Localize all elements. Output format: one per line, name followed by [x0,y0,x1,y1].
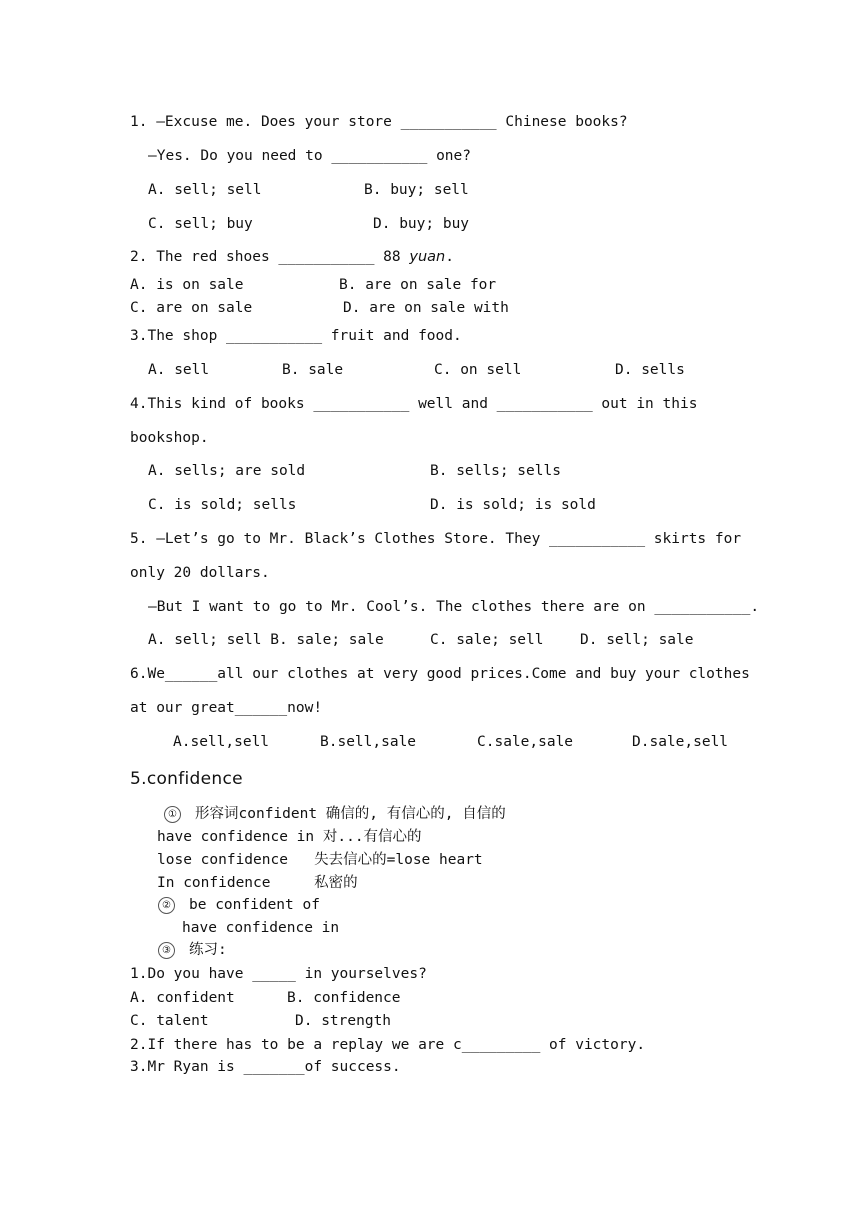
q1-option-d: D. buy; buy [373,216,470,232]
q4-option-b: B. sells; sells [430,463,561,479]
q4-option-a: A. sells; are sold [148,463,306,479]
q5-stem: 5. —Let’s go to Mr. Black’s Clothes Store. They ___________ skirts for [130,531,742,547]
q2-stem-text: 2. The red shoes ___________ 88 [130,249,410,265]
point-1-phrase-a: have confidence in 对...有信心的 [157,829,422,845]
practice-q2: 2.If there has to be a replay we are c_________ of victory. [130,1037,646,1053]
point-2 [158,896,320,914]
q6-option-c: C.sale,sale [477,734,574,750]
q5-option-ab: A. sell; sell B. sale; sale [148,632,384,648]
point-1-phrase-c: In confidence 私密的 [157,875,358,891]
section-heading: 5.confidence [130,769,243,789]
q6-option-d: D.sale,sell [632,734,729,750]
q5-option-d: D. sell; sale [580,632,694,648]
q4-option-d: D. is sold; is sold [430,497,596,513]
point-1 [164,805,506,823]
q6-option-b: B.sell,sale [320,734,417,750]
q2-stem-italic: yuan [409,249,446,265]
q2-stem-end: . [445,249,454,265]
point-1-phrase-b: lose confidence 失去信心的=lose heart [157,852,483,868]
q2-option-a: A. is on sale [130,277,244,293]
q2-option-c: C. are on sale [130,300,253,316]
q1-option-c: C. sell; buy [148,216,253,232]
q4-stem: 4.This kind of books ___________ well and ___________ out in this [130,396,698,412]
point-3 [158,941,227,959]
q6-stem: 6.We______all our clothes at very good prices.Come and buy your clothes [130,666,750,682]
q5-option-c: C. sale; sell [430,632,544,648]
q4-option-c: C. is sold; sells [148,497,297,513]
point-2-text: be confident of [189,897,320,913]
q3-option-a: A. sell [148,362,210,378]
q2-stem [130,248,454,266]
q3-stem: 3.The shop ___________ fruit and food. [130,328,462,344]
practice-option-d: D. strength [295,1013,392,1029]
circled-number-3: ③ [158,942,175,959]
practice-option-b: B. confidence [287,990,401,1006]
q2-option-b: B. are on sale for [339,277,497,293]
point-2-phrase-a: have confidence in [182,920,340,936]
q6-stem-line2: at our great______now! [130,700,323,716]
q1-option-b: B. buy; sell [364,182,469,198]
practice-q3: 3.Mr Ryan is _______of success. [130,1059,401,1075]
q4-stem-line2: bookshop. [130,430,209,446]
q6-option-a: A.sell,sell [173,734,270,750]
q3-option-c: C. on sell [434,362,522,378]
q1-stem: 1. —Excuse me. Does your store ___________ Chinese books? [130,114,628,130]
practice-option-c: C. talent [130,1013,209,1029]
practice-q1: 1.Do you have _____ in yourselves? [130,966,427,982]
q5-stem-line2: only 20 dollars. [130,565,270,581]
q3-option-d: D. sells [615,362,685,378]
point-3-text: 练习: [189,942,227,958]
practice-option-a: A. confident [130,990,235,1006]
q5-stem-line3: —But I want to go to Mr. Cool’s. The clothes there are on ___________. [148,599,760,615]
circled-number-2: ② [158,897,175,914]
q2-option-d: D. are on sale with [343,300,509,316]
circled-number-1: ① [164,806,181,823]
q3-option-b: B. sale [282,362,344,378]
point-1-text: 形容词confident 确信的, 有信心的, 自信的 [195,806,506,822]
q1-stem-line2: —Yes. Do you need to ___________ one? [148,148,472,164]
q1-option-a: A. sell; sell [148,182,262,198]
